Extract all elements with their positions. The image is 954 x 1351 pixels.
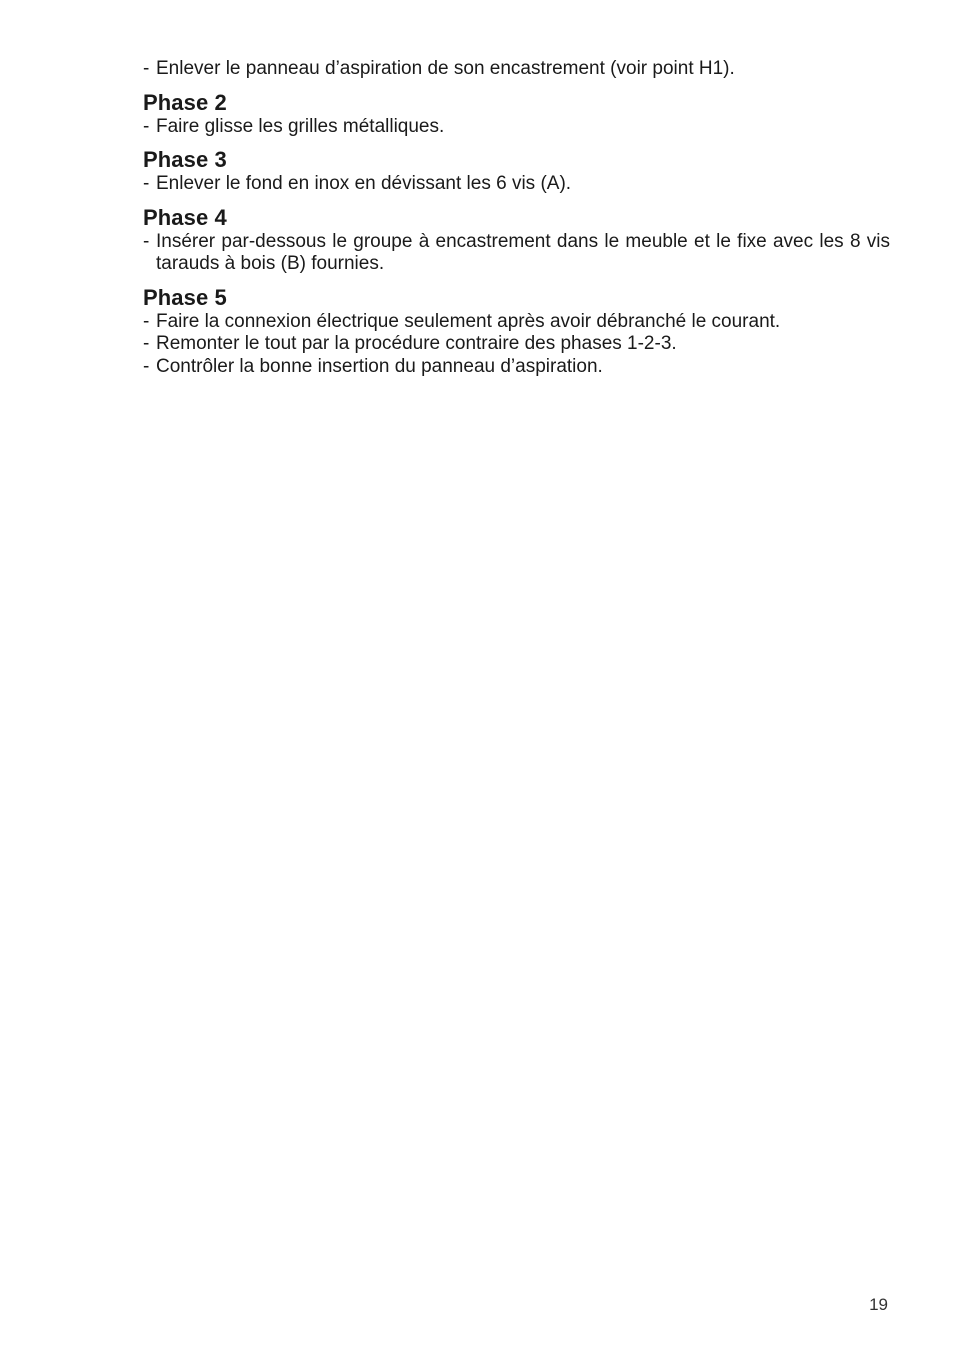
list-item bbox=[143, 311, 890, 334]
list-item bbox=[143, 231, 890, 276]
phase-heading: Phase 2 bbox=[143, 89, 227, 115]
list-item bbox=[143, 356, 890, 379]
list-item-text: Faire glisse les grilles métalliques. bbox=[156, 115, 445, 137]
list-item bbox=[143, 333, 890, 356]
intro-section bbox=[143, 58, 890, 81]
list-item-text: Remonter le tout par la procédure contraire des phases 1-2-3. bbox=[156, 333, 677, 354]
phase-3-section bbox=[143, 147, 890, 196]
phase-4-section bbox=[143, 205, 890, 276]
phase-2-section bbox=[143, 90, 890, 139]
document-body bbox=[143, 60, 890, 378]
bullet-dash: - bbox=[143, 173, 150, 194]
bullet-dash: - bbox=[143, 355, 150, 377]
list-item-text: Contrôler la bonne insertion du panneau d’aspiration. bbox=[156, 355, 603, 377]
list-item bbox=[143, 58, 890, 81]
bullet-dash: - bbox=[143, 333, 150, 354]
list-item bbox=[143, 116, 890, 139]
bullet-dash: - bbox=[143, 310, 150, 332]
list-item-text: Enlever le panneau d’aspiration de son encastrement (voir point H1). bbox=[156, 58, 735, 79]
list-item bbox=[143, 173, 890, 196]
phase-heading: Phase 5 bbox=[143, 284, 227, 310]
bullet-dash: - bbox=[143, 58, 150, 79]
list-item-text: Enlever le fond en inox en dévissant les 6 vis (A). bbox=[156, 173, 572, 194]
bullet-dash: - bbox=[143, 115, 150, 137]
phase-5-section bbox=[143, 285, 890, 379]
phase-heading: Phase 3 bbox=[143, 147, 227, 172]
phase-heading: Phase 4 bbox=[143, 204, 227, 230]
bullet-dash: - bbox=[143, 230, 150, 252]
page-number: 19 bbox=[869, 1295, 888, 1314]
list-item-text: Insérer par-dessous le groupe à encastrement dans le meuble et le fixe avec les 8 vis tarauds à bois (B) fournies. bbox=[156, 230, 890, 274]
list-item-text: Faire la connexion électrique seulement après avoir débranché le courant. bbox=[156, 310, 781, 332]
